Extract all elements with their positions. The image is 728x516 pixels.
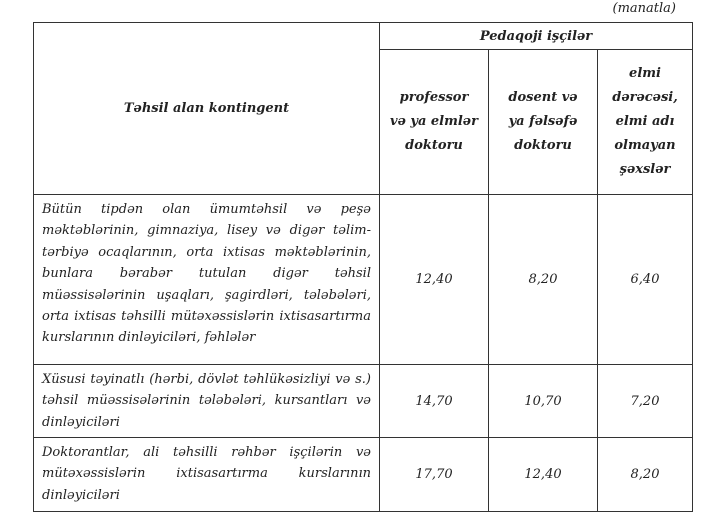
header-line: ya fəlsəfə bbox=[508, 114, 578, 129]
value-docent: 8,20 bbox=[489, 195, 598, 365]
header-line: elmi bbox=[629, 66, 661, 81]
unit-note: (manatla) bbox=[612, 1, 676, 16]
header-line: olmayan bbox=[614, 138, 676, 153]
header-docent bbox=[489, 50, 598, 195]
value-professor: 12,40 bbox=[380, 195, 489, 365]
header-line: şəxslər bbox=[619, 162, 671, 177]
value-no-degree: 7,20 bbox=[598, 365, 693, 438]
row-label: Bütün tipdən olan ümumtəhsil və peşə məktəblərinin, gimnaziya, lisey və digər təlim-tərbiyə ocaqlarının, orta ixtisas məktəblərinin, bunlara bərabər tutulan digər təhsil müəssisələrinin uşaqları, şagirdləri, tələbələri, orta ixtisas təhsilli mütəxəssislərin ixtisasartırma kurslarının dinləyiciləri, fəhlələr bbox=[34, 195, 380, 365]
table-row bbox=[34, 365, 693, 438]
value-professor: 14,70 bbox=[380, 365, 489, 438]
value-professor: 17,70 bbox=[380, 438, 489, 512]
row-label: Doktorantlar, ali təhsilli rəhbər işçilərin və mütəxəssislərin ixtisasartırma kurslarının dinləyiciləri bbox=[34, 438, 380, 512]
header-line: doktoru bbox=[514, 138, 572, 153]
value-docent: 10,70 bbox=[489, 365, 598, 438]
table-row bbox=[34, 195, 693, 365]
header-line: doktoru bbox=[405, 138, 463, 153]
header-line: dərəcəsi, bbox=[612, 90, 678, 105]
header-line: elmi adı bbox=[615, 114, 675, 129]
header-line: dosent və bbox=[508, 90, 578, 105]
header-line: professor bbox=[399, 90, 469, 105]
value-docent: 12,40 bbox=[489, 438, 598, 512]
row-label: Xüsusi təyinatlı (hərbi, dövlət təhlükəsizliyi və s.) təhsil müəssisələrinin tələbələri, kursantları və dinləyiciləri bbox=[34, 365, 380, 438]
table-row bbox=[34, 438, 693, 512]
header-no-degree bbox=[598, 50, 693, 195]
value-no-degree: 8,20 bbox=[598, 438, 693, 512]
header-contingent: Təhsil alan kontingent bbox=[34, 23, 380, 195]
header-line: və ya elmlər bbox=[390, 114, 478, 129]
header-pedagogical-staff: Pedaqoji işçilər bbox=[380, 23, 693, 50]
header-professor bbox=[380, 50, 489, 195]
value-no-degree: 6,40 bbox=[598, 195, 693, 365]
salary-rates-table bbox=[33, 22, 693, 512]
